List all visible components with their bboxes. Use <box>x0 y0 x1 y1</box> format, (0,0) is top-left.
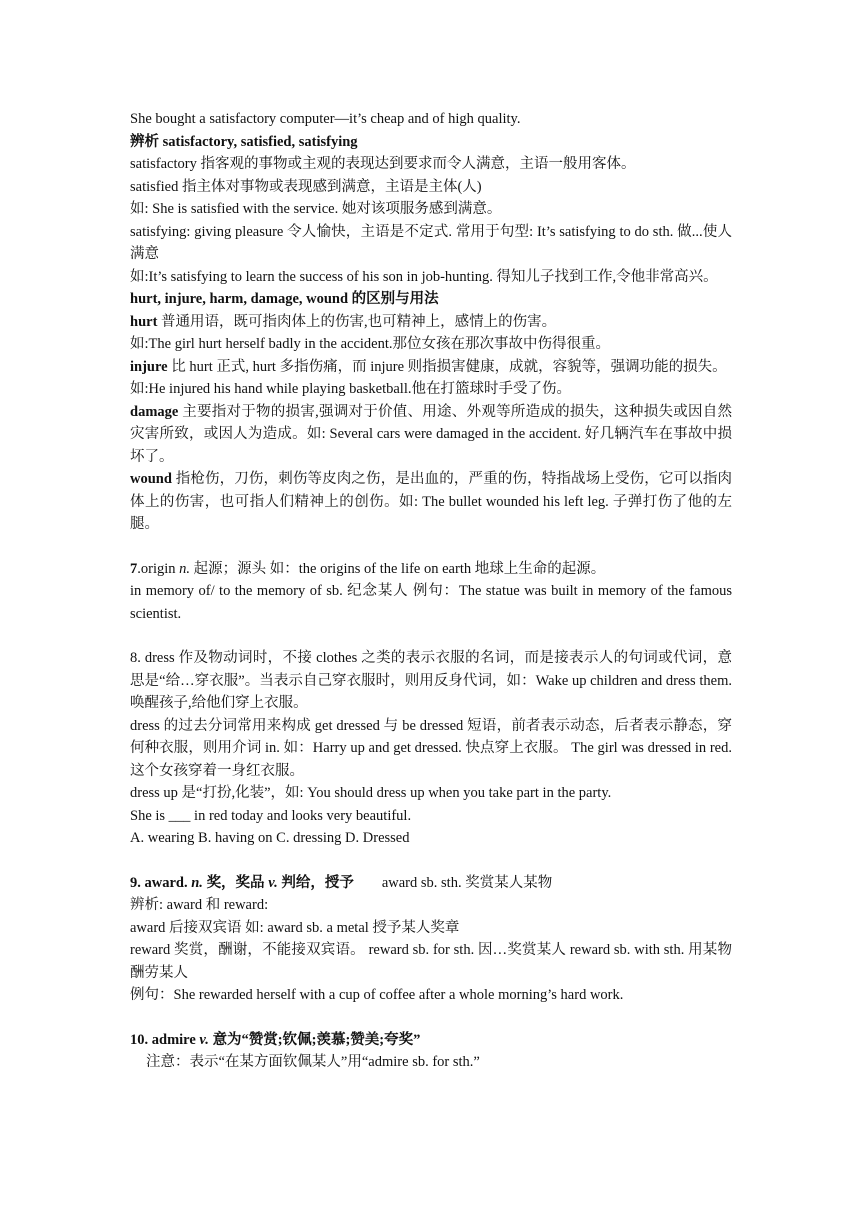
paragraph <box>130 311 732 334</box>
paragraph: 辨析: award 和 reward: <box>130 897 269 913</box>
paragraph: 如:It’s satisfying to learn the success of his son in job-hunting. 得知儿子找到工作,令他非常高兴。 <box>130 268 718 285</box>
paragraph <box>130 401 732 469</box>
spacer <box>130 625 732 647</box>
part-of-speech: v. <box>199 1031 209 1048</box>
part-of-speech: v. <box>268 874 278 891</box>
paragraph: satisfying: giving pleasure 令人愉快，主语是不定式. 常用于句型: It’s satisfying to do sth. 做...使人满意 <box>130 223 732 262</box>
term-damage: damage <box>130 403 179 420</box>
item-heading: 10. admire <box>130 1031 200 1048</box>
term-definition: 普通用语，既可指肉体上的伤害,也可精神上，感情上的伤害。 <box>157 313 557 330</box>
paragraph: satisfied 指主体对事物或表现感到满意，主语是主体(人) <box>130 178 482 195</box>
section-heading: 辨析 satisfactory, satisfied, satisfying <box>130 133 358 150</box>
item-meaning: 奖，奖品 <box>202 874 269 891</box>
document-body <box>130 108 732 1074</box>
paragraph: 例句：She rewarded herself with a cup of coffee after a whole morning’s hard work. <box>130 987 624 1003</box>
paragraph: dress up 是“打扮,化装”，如: You should dress up when you take part in the party. <box>130 785 612 801</box>
item-heading: 9. award. <box>130 874 192 891</box>
question-stem: She is ___ in red today and looks very beautiful. <box>130 807 412 824</box>
paragraph: satisfactory 指客观的事物或主观的表现达到要求而令人满意，主语一般用客体。 <box>130 156 636 172</box>
paragraph: 8. dress 作及物动词时，不接 clothes 之类的表示衣服的名词，而是接表示人的句词或代词，意思是“给…穿衣服”。当表示自己穿衣服时，则用反身代词，如：Wake up children and dress them. 唤醒孩子,给他们穿上衣服。 <box>130 650 732 711</box>
paragraph <box>130 468 732 536</box>
paragraph <box>130 356 732 379</box>
paragraph <box>130 558 732 581</box>
paragraph: in memory of/ to the memory of sb. 纪念某人 例句：The statue was built in memory of the famous scientist. <box>130 583 732 622</box>
spacer <box>130 1007 732 1029</box>
part-of-speech: n. <box>179 560 191 577</box>
term-definition: 主要指对于物的损害,强调对于价值、用途、外观等所造成的损失，这种损失或因自然灾害所致，或因人为造成。如: Several cars were damaged in the accident. 好几辆汽车在事故中损坏了。 <box>130 403 732 465</box>
item-definition: 起源；源头 如：the origins of the life on earth 地球上生命的起源。 <box>190 560 606 577</box>
paragraph: 如:The girl hurt herself badly in the accident.那位女孩在那次事故中伤得很重。 <box>130 336 611 352</box>
paragraph <box>130 872 732 895</box>
question-options: A. wearing B. having on C. dressing D. Dressed <box>130 830 410 846</box>
paragraph: 如:He injured his hand while playing basketball.他在打篮球时手受了伤。 <box>130 381 571 397</box>
note: 注意：表示“在某方面钦佩某人”用“admire sb. for sth.” <box>146 1054 480 1070</box>
paragraph: reward 奖赏，酬谢，不能接双宾语。 reward sb. for sth. 因…奖赏某人 reward sb. with sth. 用某物酬劳某人 <box>130 942 732 981</box>
term-definition: 比 hurt 正式, hurt 多指伤痛，而 injure 则指损害健康，成就，容貌等，强调功能的损失。 <box>167 358 727 375</box>
paragraph: 如: She is satisfied with the service. 她对该项服务感到满意。 <box>130 201 502 217</box>
paragraph <box>130 1029 732 1052</box>
paragraph: dress 的过去分词常用来构成 get dressed 与 be dressed 短语，前者表示动态，后者表示静态，穿何种衣服，则用介词 in. 如：Harry up and get dressed. 快点穿上衣服。 The girl was dressed in red. 这个女孩穿着一身红衣服。 <box>130 717 732 779</box>
spacer <box>130 536 732 558</box>
term-wound: wound <box>130 471 172 487</box>
item-meaning: 判给，授予 <box>277 874 354 891</box>
term-hurt: hurt <box>130 313 158 330</box>
item-meaning: 意为“赞赏;钦佩;羡慕;赞美;夸奖” <box>208 1031 421 1048</box>
term-definition: 指枪伤，刀伤，刺伤等皮肉之伤，是出血的，严重的伤，特指战场上受伤，它可以指肉体上的伤害，也可指人们精神上的创伤。如: The bullet wounded his left leg. 子弹打伤了他的左腿。 <box>130 471 732 532</box>
paragraph: award 后接双宾语 如: award sb. a metal 授予某人奖章 <box>130 919 460 936</box>
part-of-speech: n. <box>191 874 203 891</box>
item-number: 7 <box>130 560 138 577</box>
paragraph: She bought a satisfactory computer—it’s cheap and of high quality. <box>130 111 521 127</box>
item-usage: award sb. sth. 奖赏某人某物 <box>381 874 553 891</box>
section-heading: hurt, injure, harm, damage, wound 的区别与用法 <box>130 291 439 307</box>
term-injure: injure <box>130 358 168 375</box>
item-word: .origin <box>137 560 180 577</box>
spacer <box>130 850 732 872</box>
